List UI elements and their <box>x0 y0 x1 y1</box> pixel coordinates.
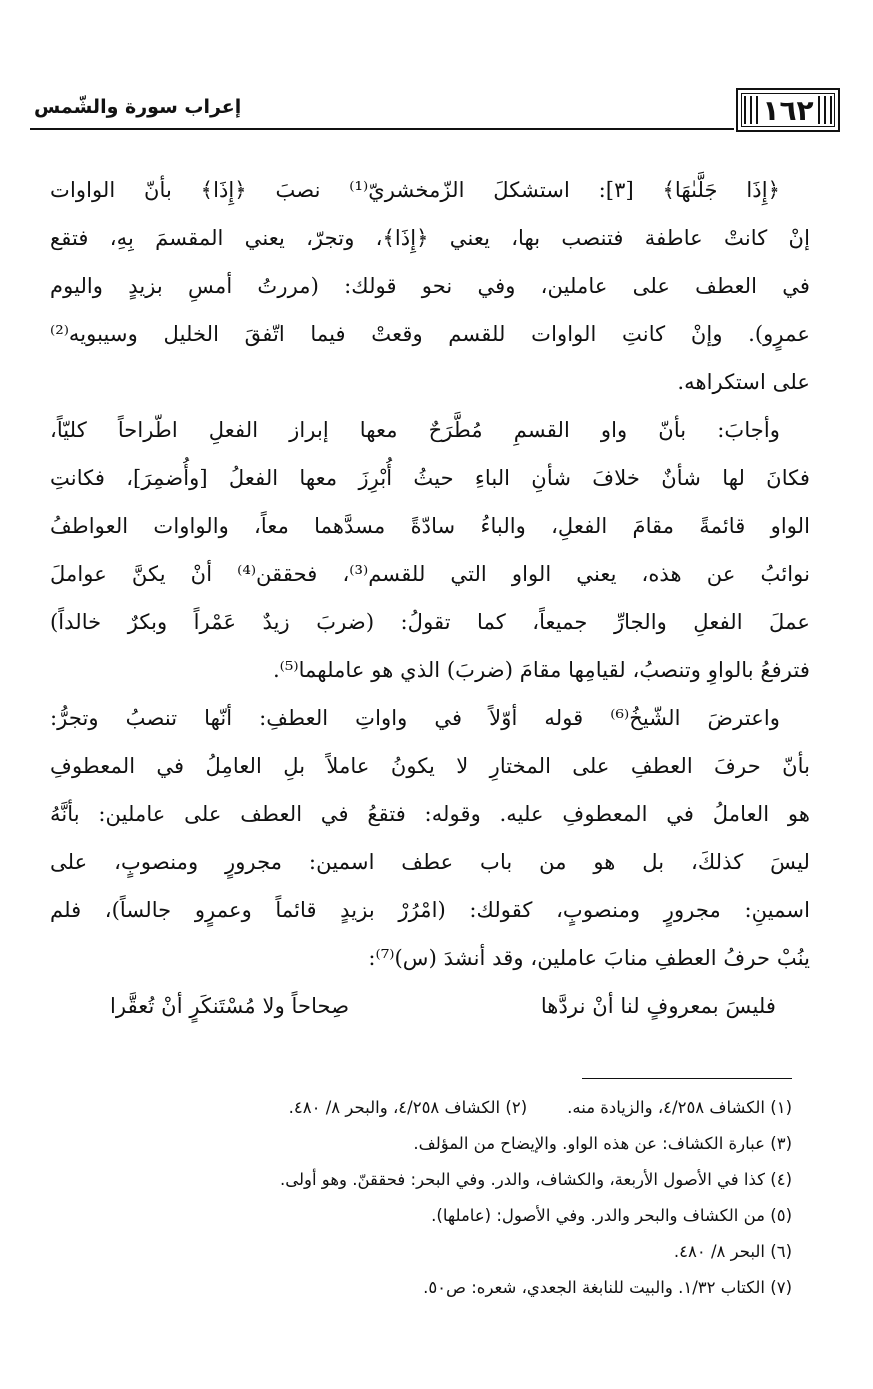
verse-hemistich-second: صِحاحاً ولا مُسْتَنكَرٍ أنْ تُعقَّرا <box>110 993 350 1018</box>
text-line: فترفعُ بالواوِ وتنصبُ، لقيامِها مقامَ (ضربَ) الذي هو عاملهما⁽⁵⁾. <box>272 657 810 682</box>
footnote-4: (٤) كذا في الأصول الأربعة، والكشاف، والدر. وفي البحر: فحققنّ. وهو أولى. <box>279 1170 792 1189</box>
footnote-1: (١) الكشاف ٤/٢٥٨، والزيادة منه. <box>567 1098 792 1117</box>
text-line: واعترضَ الشّيخُ⁽⁶⁾ قوله أوّلاً في واواتِ العطفِ: أنّها تنصبُ وتجرُّ: <box>50 705 780 730</box>
text-line: الواو قائمةً مقامَ الفعلِ، والباءُ سادّةً مسدَّهما معاً، والواوات العواطفُ <box>50 513 810 538</box>
page-header <box>30 84 842 140</box>
page-number-frame <box>736 88 840 132</box>
footnote-5: (٥) من الكشاف والبحر والدر. وفي الأصول: (عاملها). <box>431 1206 792 1225</box>
text-line: ينُبْ حرفُ العطفِ منابَ عاملين، وقد أنشدَ (س)⁽⁷⁾: <box>368 945 810 970</box>
text-line: وأجابَ: بأنّ واو القسمِ مُطَّرَحٌ معها إبراز الفعلِ اطّراحاً كليّاً، <box>50 417 780 442</box>
verse-hemistich-first: فليسَ بمعروفٍ لنا أنْ نردَّها <box>540 993 776 1018</box>
text-line: عمرٍو). وإنْ كانتِ الواوات للقسم وقعتْ فيما اتّفقَ الخليل وسيبويه⁽²⁾ <box>50 321 810 346</box>
footnote-2: (٢) الكشاف ٤/٢٥٨، والبحر ٨/ ٤٨٠. <box>288 1098 528 1117</box>
text-line: بأنّ حرفَ العطفِ على المختارِ لا يكونُ عاملاً بلِ العامِلُ في المعطوفِ <box>50 753 810 778</box>
text-line: هو العاملُ في المعطوفِ عليه. وقوله: فتقعُ في العطف على عاملين: بأنَّهُ <box>50 801 810 826</box>
text-line: ليسَ كذلكَ، بل هو من باب عطف اسمين: مجرورٍ ومنصوبٍ، على <box>50 849 810 874</box>
text-line: فكانَ لها شأنٌ خلافَ شأنِ الباءِ حيثُ أُبْرِزَ معها الفعلُ [وأُضمِرَ]، فكانتِ <box>50 465 810 490</box>
text-line: نوائبُ عن هذه، يعني الواو التي للقسم⁽³⁾، فحققن⁽⁴⁾ أنْ يكنَّ عواملَ <box>50 561 810 586</box>
page-number: ١٦٢ <box>762 93 814 127</box>
footnote-row <box>40 1090 792 1126</box>
footnote-6: (٦) البحر ٨/ ٤٨٠. <box>673 1242 792 1261</box>
footnote-separator <box>582 1078 792 1079</box>
footnotes <box>40 1090 792 1306</box>
footnote-3: (٣) عبارة الكشاف: عن هذه الواو. والإيضاح من المؤلف. <box>413 1134 792 1153</box>
text-line: إنْ كانتْ عاطفة فتنصب بها، يعني ﴿إِذَا﴾، وتجرّ، يعني المقسمَ بِهِ، فتقع <box>50 225 810 250</box>
text-line: في العطف على عاملين، وفي نحو قولك: (مررتُ أمسِ بزيدٍ واليوم <box>50 273 810 298</box>
text-line: عملَ الفعلِ والجارِّ جميعاً، كما تقولُ: (ضربَ زيدٌ عَمْراً وبكرٌ خالداً) <box>50 609 810 634</box>
footnote-7: (٧) الكتاب ١/٣٢. والبيت للنابغة الجعدي، شعره: ص٥٠. <box>423 1278 792 1297</box>
text-line: اسمينِ: مجرورٍ ومنصوبٍ، كقولك: (امْرُرْ بزيدٍ قائماً وعمرٍو جالساً)، فلم <box>50 897 810 922</box>
running-title: إعراب سورة والشّمس <box>34 96 242 118</box>
verse-line <box>50 982 810 1030</box>
text-line: ﴿إِذَا جَلَّىٰهَا﴾ [٣]: استشكلَ الزّمخشريّ⁽¹⁾ نصبَ ﴿إِذَا﴾ بأنّ الواوات <box>50 177 780 202</box>
text-line: على استكراهه. <box>677 369 810 394</box>
header-rule <box>30 128 734 130</box>
main-text <box>50 166 810 1030</box>
